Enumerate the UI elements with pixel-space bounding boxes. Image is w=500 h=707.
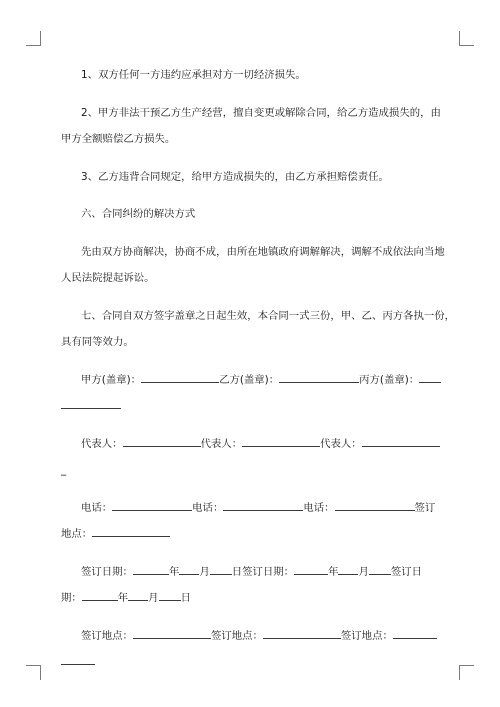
clause-2-line-2: 甲方全额赔偿乙方损失。 xyxy=(61,133,176,145)
section-6-heading: 六、合同纠纷的解决方式 xyxy=(81,208,196,220)
party-c-label: 丙方(盖章)： xyxy=(359,373,420,386)
clause-2 xyxy=(61,100,443,153)
year-label: 年 xyxy=(328,565,339,578)
month-label: 月 xyxy=(199,565,210,578)
clause-7-line-1: 七、合同自双方签字盖章之日起生效，本合同一式三份，甲、乙、丙方各执一份， xyxy=(81,309,456,322)
party-a-seal-field[interactable] xyxy=(141,373,219,383)
phone-a-field[interactable] xyxy=(112,501,192,511)
sign-location-c-field[interactable] xyxy=(393,629,437,639)
sign-date-block xyxy=(61,559,443,612)
sign-date-continuation-row xyxy=(61,585,443,612)
representatives-continuation: _ xyxy=(61,464,67,476)
sign-location-c-field-continued[interactable] xyxy=(61,655,95,665)
representative-a-label: 代表人： xyxy=(81,437,123,450)
representative-a-field[interactable] xyxy=(123,437,201,447)
party-c-seal-field-continued[interactable] xyxy=(61,399,121,409)
representative-c-field[interactable] xyxy=(362,437,440,447)
date-label: 期： xyxy=(61,592,82,604)
representatives-block xyxy=(61,431,443,484)
year-label: 年 xyxy=(168,565,180,578)
sign-date-c-label-start: 签订日 xyxy=(390,565,423,578)
sign-date-c-day-field[interactable] xyxy=(159,591,181,601)
sign-location-b-label: 签订地点： xyxy=(210,629,263,642)
location-field[interactable] xyxy=(92,527,170,537)
month-label: 月 xyxy=(358,565,369,578)
representative-b-field[interactable] xyxy=(242,437,320,447)
document-body xyxy=(61,62,456,676)
sign-date-a-year-field[interactable] xyxy=(133,565,169,575)
sign-date-b-year-field[interactable] xyxy=(294,565,328,575)
party-a-label: 甲方(盖章)： xyxy=(81,373,142,386)
clause-7-line-2: 具有同等效力。 xyxy=(61,336,134,348)
sign-location-c-label: 签订地点： xyxy=(340,629,393,642)
clause-3: 3、乙方违背合同规定，给甲方造成损失的，由乙方承担赔偿责任。 xyxy=(81,170,389,183)
representative-c-label: 代表人： xyxy=(320,437,362,450)
phone-c-field[interactable] xyxy=(335,501,415,511)
sign-location-label-start: 签订 xyxy=(414,501,436,514)
sign-location-row xyxy=(61,623,443,650)
sign-location-block xyxy=(61,623,443,676)
day-label: 日 xyxy=(231,565,243,578)
party-seals-continuation xyxy=(61,393,443,420)
month-label: 月 xyxy=(148,592,159,604)
sign-date-b-month-field[interactable] xyxy=(338,565,358,575)
party-seals-row xyxy=(61,367,443,394)
sign-location-a-label: 签订地点： xyxy=(81,629,133,642)
crop-mark-top-left xyxy=(26,31,41,46)
dispute-line-1: 先由双方协商解决，协商不成，由所在地镇政府调解解决，调解不成依法向当地 xyxy=(81,245,445,258)
sign-date-b-label: 签订日期： xyxy=(242,565,295,578)
party-b-label: 乙方(盖章)： xyxy=(219,373,280,386)
location-label: 地点： xyxy=(61,528,93,540)
location-row xyxy=(61,521,443,548)
sign-date-a-month-field[interactable] xyxy=(179,565,199,575)
phone-row xyxy=(61,495,443,522)
sign-location-continuation xyxy=(61,649,443,676)
representatives-row xyxy=(61,431,443,458)
dispute-resolution xyxy=(61,239,443,292)
sign-date-c-year-field[interactable] xyxy=(82,591,118,601)
phone-a-label: 电话： xyxy=(81,501,113,514)
phone-block xyxy=(61,495,443,548)
clause-2-line-1: 2、甲方非法干预乙方生产经营，擅自变更或解除合同，给乙方造成损失的，由 xyxy=(81,106,441,119)
sign-date-a-day-field[interactable] xyxy=(210,565,232,575)
sign-date-a-label: 签订日期： xyxy=(81,565,133,578)
party-b-seal-field[interactable] xyxy=(279,373,359,383)
clause-7 xyxy=(61,303,456,356)
sign-date-row xyxy=(61,559,443,586)
crop-mark-bottom-left xyxy=(26,665,41,680)
sign-location-a-field[interactable] xyxy=(133,629,211,639)
year-label: 年 xyxy=(117,592,129,604)
representative-b-label: 代表人： xyxy=(200,437,243,450)
phone-b-field[interactable] xyxy=(223,501,303,511)
phone-c-label: 电话： xyxy=(303,501,335,514)
party-c-seal-field[interactable] xyxy=(419,373,441,383)
crop-mark-bottom-right xyxy=(459,665,474,680)
phone-b-label: 电话： xyxy=(192,501,224,514)
party-seals-block xyxy=(61,367,443,420)
day-label: 日 xyxy=(180,592,191,604)
sign-date-b-day-field[interactable] xyxy=(369,565,391,575)
dispute-line-2: 人民法院提起诉讼。 xyxy=(61,272,155,284)
clause-1: 1、双方任何一方违约应承担对方一切经济损失。 xyxy=(81,69,306,81)
sign-location-b-field[interactable] xyxy=(263,629,341,639)
sign-date-c-month-field[interactable] xyxy=(128,591,148,601)
crop-mark-top-right xyxy=(459,31,474,46)
